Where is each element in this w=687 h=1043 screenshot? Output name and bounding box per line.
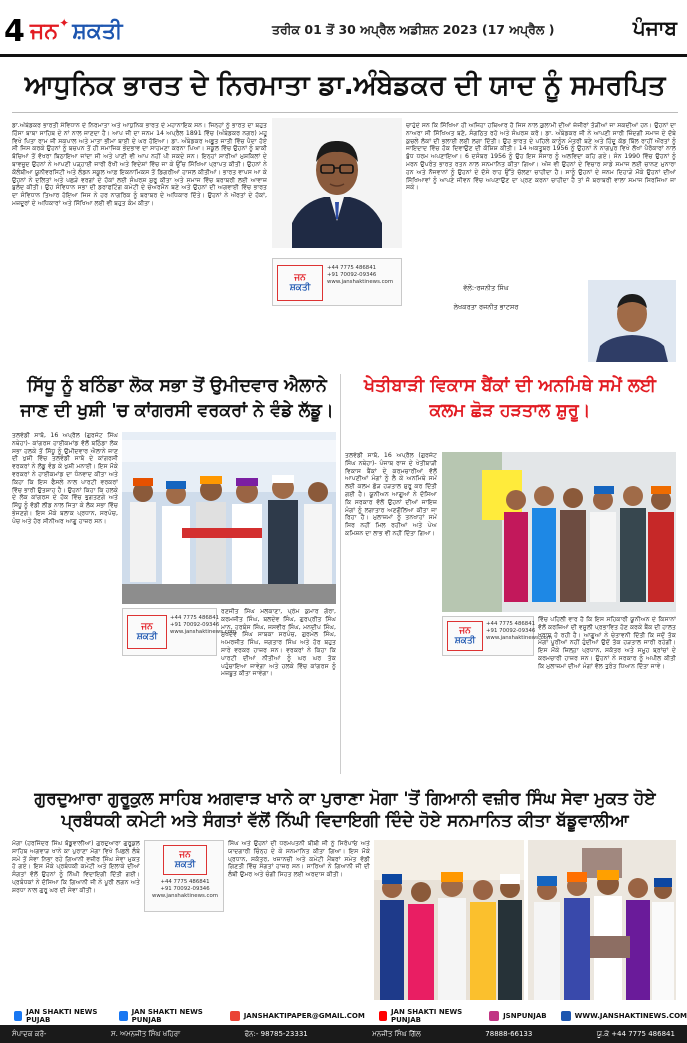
- ad-lines: [151, 879, 219, 900]
- footer-name-2: ਮਨਜੀਤ ਸਿੰਘ ਗਿੱਲ: [372, 1029, 421, 1038]
- ad-logo-part1: ਜਨ: [179, 850, 191, 860]
- story2-headline: ਸਿੱਧੂ ਨੂੰ ਬਠਿੰਡਾ ਲੋਕ ਸਭਾ ਤੋਂ ਉਮੀਦਵਾਰ ਐਲਾਨੇ ਜਾਣ ਦੀ ਖੁਸ਼ੀ 'ਚ ਕਾਂਗਰਸੀ ਵਰਕਰਾਂ ਨੇ ਵੰਡੇ ਲੱਡੂ।: [20, 376, 334, 421]
- ad-logo: [447, 621, 483, 651]
- footer-social-bar: [0, 1008, 687, 1023]
- story4-headline: ਗੁਰਦੁਆਰਾ ਗੁਰੂਕੁਲ ਸਾਹਿਬ ਅਗਵਾੜ ਖਾਨੇ ਕਾ ਪੁਰਾਣਾ ਮੋਗਾ 'ਤੋਂ ਗਿਆਨੀ ਵਜ਼ੀਰ ਸਿੰਘ ਸੇਵਾ ਮੁਕਤ ਹੋਏ ਪ੍ਰਬੰਧਕੀ ਕਮੇਟੀ ਅਤੇ ਸੰਗਤਾਂ ਵੱਲੋਂ ਨਿੱਘੀ ਵਿਦਾਇਗੀ ਦਿੰਦੇ ਹੋਏ ਸਨਮਾਨਿਤ ਕੀਤਾ ਬੱਡੂਵਾਲੀਆ: [34, 789, 656, 831]
- footer-email[interactable]: [230, 1011, 365, 1021]
- story4-photo-2: [528, 840, 676, 1000]
- footer-uk-phone: ਯੂ.ਕੇ +44 7775 486841: [596, 1029, 675, 1038]
- footer-editor-label: ਸੰਪਾਦਕ ਕਰੋ-: [12, 1029, 47, 1038]
- footer-facebook-2[interactable]: [119, 1008, 215, 1024]
- ad-site: www.janshaktinews.com: [151, 893, 219, 899]
- author-caption: ਲੇਖਕਰਤਾ ਰਜਨੀਤ ਭਾਟਸਰ: [453, 303, 519, 311]
- ad-logo-part2: ਸ਼ਕਤੀ: [136, 632, 158, 642]
- facebook-icon: [119, 1011, 127, 1021]
- page-number: 4: [4, 14, 25, 49]
- story3-text2-col: [538, 616, 676, 774]
- footer-phone-2: 78888-66133: [485, 1030, 533, 1038]
- author-photo-image: [588, 280, 676, 362]
- author-photo: [588, 280, 676, 362]
- ambedkar-portrait: [272, 118, 402, 248]
- masthead: [0, 0, 687, 58]
- ad-box-1: [272, 258, 402, 306]
- ad-phone1: +44 7775 486841: [170, 615, 220, 621]
- footer-email-label: JANSHAKTIPAPER@GMAIL.COM: [243, 1011, 365, 1020]
- story4-text2-col: [228, 840, 370, 1000]
- story4-text1b-col: [144, 918, 224, 1000]
- ad-logo-part2: ਸ਼ਕਤੀ: [289, 283, 311, 293]
- bank-strike-photo: [442, 452, 676, 612]
- story1-col2: [406, 122, 676, 272]
- ad-logo-part1: ਜਨ: [459, 626, 471, 636]
- story4-text2: ਸਿੰਘ ਅਤੇ ਉਹਨਾਂ ਦੀ ਧਰਮਪਤਨੀ ਬੀਬੀ ਜੀ ਨੂੰ ਸਿਰੋਪਾਓ ਅਤੇ ਯਾਦਗਾਰੀ ਚਿੰਨ੍ਹ ਦੇ ਕੇ ਸਨਮਾਨਿਤ ਕੀਤਾ ਗਿਆ। ਇਸ ਮੌਕੇ ਪ੍ਰਧਾਨ, ਸਕੱਤਰ, ਖਜ਼ਾਨਚੀ ਅਤੇ ਕਮੇਟੀ ਮੈਂਬਰਾਂ ਸਮੇਤ ਵੱਡੀ ਗਿਣਤੀ ਵਿੱਚ ਸੰਗਤਾਂ ਹਾਜ਼ਰ ਸਨ। ਸਾਰਿਆਂ ਨੇ ਗਿਆਨੀ ਜੀ ਦੀ ਲੰਬੀ ਉਮਰ ਅਤੇ ਚੰਗੀ ਸਿਹਤ ਲਈ ਅਰਦਾਸ ਕੀਤੀ।: [228, 840, 370, 879]
- story4-text1: ਮੋਗਾ (ਹਰਜਿੰਦਰ ਸਿੰਘ ਬੱਡੂਵਾਲੀਆ) ਗੁਰਦੁਆਰਾ ਗੁਰੂਕੁਲ ਸਾਹਿਬ ਅਗਵਾੜ ਖਾਨੇ ਕਾ ਪੁਰਾਣਾ ਮੋਗਾ ਵਿਖੇ ਪਿਛਲੇ ਲੰਬੇ ਸਮੇਂ ਤੋਂ ਸੇਵਾ ਨਿਭਾ ਰਹੇ ਗਿਆਨੀ ਵਜ਼ੀਰ ਸਿੰਘ ਸੇਵਾ ਮੁਕਤ ਹੋ ਗਏ। ਇਸ ਮੌਕੇ ਪ੍ਰਬੰਧਕੀ ਕਮੇਟੀ ਅਤੇ ਇਲਾਕੇ ਦੀਆਂ ਸੰਗਤਾਂ ਵੱਲੋਂ ਉਹਨਾਂ ਨੂੰ ਨਿੱਘੀ ਵਿਦਾਇਗੀ ਦਿੱਤੀ ਗਈ। ਪ੍ਰਬੰਧਕਾਂ ਨੇ ਦੱਸਿਆ ਕਿ ਗਿਆਨੀ ਜੀ ਨੇ ਪੂਰੀ ਲਗਨ ਅਤੇ ਸ਼ਰਧਾ ਨਾਲ ਗੁਰੂ ਘਰ ਦੀ ਸੇਵਾ ਕੀਤੀ।: [12, 840, 140, 894]
- logo-part2: ਸ਼ਕਤੀ: [72, 18, 123, 44]
- story1-col2-text: ਚਾਹੁੰਦੇ ਸਨ ਕਿ ਸਿੱਖਿਆ ਹੀ ਅਜਿਹਾ ਹਥਿਆਰ ਹੈ ਜਿਸ ਨਾਲ ਗ਼ੁਲਾਮੀ ਦੀਆਂ ਜ਼ੰਜੀਰਾਂ ਤੋੜੀਆਂ ਜਾ ਸਕਦੀਆਂ ਹਨ। ਉਹਨਾਂ ਦਾ ਨਾਅਰਾ ਸੀ ਸਿੱਖਿਅਤ ਬਣੋ, ਸੰਗਠਿਤ ਰਹੋ ਅਤੇ ਸੰਘਰਸ਼ ਕਰੋ। ਡਾ. ਅੰਬੇਡਕਰ ਜੀ ਨੇ ਆਪਣੀ ਸਾਰੀ ਜ਼ਿੰਦਗੀ ਸਮਾਜ ਦੇ ਦੱਬੇ ਕੁਚਲੇ ਲੋਕਾਂ ਦੀ ਭਲਾਈ ਲਈ ਲਗਾ ਦਿੱਤੀ। ਉਹ ਭਾਰਤ ਦੇ ਪਹਿਲੇ ਕਾਨੂੰਨ ਮੰਤਰੀ ਬਣੇ ਅਤੇ ਹਿੰਦੂ ਕੋਡ ਬਿੱਲ ਰਾਹੀਂ ਔਰਤਾਂ ਨੂੰ ਜਾਇਦਾਦ ਵਿੱਚ ਹੱਕ ਦਿਵਾਉਣ ਦੀ ਕੋਸ਼ਿਸ਼ ਕੀਤੀ। 14 ਅਕਤੂਬਰ 1956 ਨੂੰ ਉਹਨਾਂ ਨੇ ਨਾਗਪੁਰ ਵਿਖੇ ਲੱਖਾਂ ਪੈਰੋਕਾਰਾਂ ਨਾਲ ਬੁੱਧ ਧਰਮ ਅਪਣਾਇਆ। 6 ਦਸੰਬਰ 1956 ਨੂੰ ਉਹ ਇਸ ਸੰਸਾਰ ਨੂੰ ਅਲਵਿਦਾ ਕਹਿ ਗਏ। ਸੰਨ 1990 ਵਿੱਚ ਉਹਨਾਂ ਨੂੰ ਮਰਨ ਉਪਰੰਤ ਭਾਰਤ ਰਤਨ ਨਾਲ ਸਨਮਾਨਿਤ ਕੀਤਾ ਗਿਆ। ਅੱਜ ਵੀ ਉਹਨਾਂ ਦੇ ਵਿਚਾਰ ਸਾਡੇ ਸਮਾਜ ਲਈ ਚਾਨਣ ਮੁਨਾਰਾ ਹਨ ਅਤੇ ਨੌਜਵਾਨਾਂ ਨੂੰ ਉਹਨਾਂ ਦੇ ਦੱਸੇ ਰਾਹ ਉੱਤੇ ਚੱਲਣਾ ਚਾਹੀਦਾ ਹੈ। ਸਾਨੂੰ ਉਹਨਾਂ ਦੇ ਜਨਮ ਦਿਹਾੜੇ ਮੌਕੇ ਉਹਨਾਂ ਦੀਆਂ ਸਿੱਖਿਆਵਾਂ ਨੂੰ ਆਪਣੇ ਜੀਵਨ ਵਿੱਚ ਅਪਣਾਉਣ ਦਾ ਪ੍ਰਣ ਕਰਨਾ ਚਾਹੀਦਾ ਹੈ ਤਾਂ ਜੋ ਬਰਾਬਰੀ ਵਾਲਾ ਸਮਾਜ ਸਿਰਜਿਆ ਜਾ ਸਕੇ।: [406, 122, 676, 192]
- ceremony-photo-1: [374, 840, 524, 1000]
- ad-phone2: +91 70092-09346: [170, 622, 220, 628]
- ad-site: www.janshaktinews.com: [327, 279, 394, 285]
- byline-box: [406, 278, 566, 318]
- footer-web-label: WWW.JANSHAKTINEWS.COM: [574, 1011, 687, 1020]
- story4-text1-col: [12, 840, 140, 1000]
- ad-phone2: +91 70092-09346: [486, 628, 536, 634]
- ceremony-photo-2: [528, 840, 676, 1000]
- congress-workers-photo: [122, 432, 336, 604]
- facebook-icon: [14, 1011, 22, 1021]
- story2-text1-col: [12, 432, 118, 774]
- ad-site: www.janshaktinews.com: [486, 635, 553, 641]
- youtube-icon: [379, 1011, 387, 1021]
- ad-box-4: [144, 840, 224, 912]
- footer-contact-bar: [0, 1025, 687, 1043]
- ad-logo: [163, 845, 207, 875]
- footer-ig-label: JSNPUNJAB: [503, 1011, 547, 1020]
- ad-logo: [127, 615, 167, 649]
- story3-text2: ਵਿੱਚ ਪਹਿਲੀ ਵਾਰ ਹੈ ਕਿ ਇਸ ਸਹਿਕਾਰੀ ਯੂਨੀਅਨ ਦੇ ਕਿਸਾਨਾਂ ਵੱਲੋਂ ਕਰਜ਼ਿਆਂ ਦੀ ਵਸੂਲੀ ਪ੍ਰਭਾਵਿਤ ਹੋਣ ਕਰਕੇ ਬੈਂਕ ਦੀ ਹਾਲਤ ਖਰਾਬ ਹੋ ਰਹੀ ਹੈ। ਆਗੂਆਂ ਨੇ ਚੇਤਾਵਨੀ ਦਿੱਤੀ ਕਿ ਜਦੋਂ ਤੱਕ ਮੰਗਾਂ ਪੂਰੀਆਂ ਨਹੀਂ ਹੁੰਦੀਆਂ ਉਦੋਂ ਤੱਕ ਹੜਤਾਲ ਜਾਰੀ ਰਹੇਗੀ। ਇਸ ਮੌਕੇ ਜ਼ਿਲ੍ਹਾ ਪ੍ਰਧਾਨ, ਸਕੱਤਰ ਅਤੇ ਸਮੂਹ ਬ੍ਰਾਂਚਾਂ ਦੇ ਕਰਮਚਾਰੀ ਹਾਜ਼ਰ ਸਨ। ਉਹਨਾਂ ਨੇ ਸਰਕਾਰ ਨੂੰ ਅਪੀਲ ਕੀਤੀ ਕਿ ਮੁਲਾਜ਼ਮਾਂ ਦੀਆਂ ਮੰਗਾਂ ਵੱਲ ਤੁਰੰਤ ਧਿਆਨ ਦਿੱਤਾ ਜਾਵੇ।: [538, 616, 676, 670]
- masthead-rule: [0, 54, 687, 57]
- story2-photo: [122, 432, 336, 604]
- story3-text1-col: [345, 452, 437, 774]
- byline: ਵੱਲੋਂ:-ਰਜਨੀਤ ਸਿੰਘ: [463, 284, 509, 292]
- story1-rule: [12, 112, 678, 113]
- footer: [0, 1008, 687, 1043]
- ad-lines: [327, 265, 393, 286]
- logo: [30, 16, 123, 46]
- logo-star-icon: ✦: [59, 16, 70, 30]
- story4-photo-1: [374, 840, 524, 1000]
- ad-phone1: +44 7775 486841: [160, 879, 210, 885]
- footer-instagram[interactable]: [489, 1011, 547, 1021]
- story3-text1: ਤਲਵੰਡੀ ਸਾਬੋ, 16 ਅਪ੍ਰੈਲ (ਗੁਰਜੰਟ ਸਿੰਘ ਨਥੇਹਾ)- ਪੰਜਾਬ ਰਾਜ ਦੇ ਖੇਤੀਬਾੜੀ ਵਿਕਾਸ ਬੈਂਕਾਂ ਦੇ ਕਰਮਚਾਰੀਆਂ ਵੱਲੋਂ ਆਪਣੀਆਂ ਮੰਗਾਂ ਨੂੰ ਲੈ ਕੇ ਅਨਮਿਥੇ ਸਮੇਂ ਲਈ ਕਲਮ ਛੋੜ ਹੜਤਾਲ ਸ਼ੁਰੂ ਕਰ ਦਿੱਤੀ ਗਈ ਹੈ। ਯੂਨੀਅਨ ਆਗੂਆਂ ਨੇ ਦੱਸਿਆ ਕਿ ਸਰਕਾਰ ਵੱਲੋਂ ਉਹਨਾਂ ਦੀਆਂ ਜਾਇਜ਼ ਮੰਗਾਂ ਨੂੰ ਲਗਾਤਾਰ ਅਣਗੌਲਿਆ ਕੀਤਾ ਜਾ ਰਿਹਾ ਹੈ। ਮੁਲਾਜ਼ਮਾਂ ਨੂੰ ਤਨਖਾਹਾਂ ਸਮੇਂ ਸਿਰ ਨਹੀਂ ਮਿਲ ਰਹੀਆਂ ਅਤੇ ਪੇਅ ਕਮਿਸ਼ਨ ਦਾ ਲਾਭ ਵੀ ਨਹੀਂ ਦਿੱਤਾ ਗਿਆ।: [345, 452, 437, 537]
- ad-phone2: +91 70092-09346: [327, 272, 377, 278]
- instagram-icon: [489, 1011, 499, 1021]
- ad-phone1: +44 7775 486841: [327, 265, 377, 271]
- footer-website[interactable]: [561, 1011, 687, 1021]
- story2-text2-col: [221, 608, 336, 774]
- ad-logo-part2: ਸ਼ਕਤੀ: [454, 636, 476, 646]
- story1-col1: [12, 122, 267, 362]
- logo-part1: ਜਨ: [30, 18, 59, 44]
- column-divider: [340, 374, 341, 774]
- ad-logo-part1: ਜਨ: [141, 622, 153, 632]
- footer-youtube[interactable]: [379, 1008, 475, 1024]
- issue-date: ਤਰੀਕ 01 ਤੋਂ 30 ਅਪ੍ਰੈਲ ਅਡੀਸ਼ਨ 2023 (17 ਅਪ੍ਰੈਲ ): [272, 22, 555, 37]
- ad-box-2: [122, 608, 237, 656]
- globe-icon: [561, 1011, 571, 1021]
- ad-logo: [277, 265, 323, 301]
- story1-col1-text: ਡਾ.ਅੰਬੇਡਕਰ ਭਾਰਤੀ ਸੰਵਿਧਾਨ ਦੇ ਨਿਰਮਾਤਾ ਅਤੇ ਆਧੁਨਿਕ ਭਾਰਤ ਦੇ ਮਹਾਨਾਇਕ ਸਨ। ਜਿਨ੍ਹਾਂ ਨੂੰ ਭਾਰਤ ਦਾ ਬਹੁਤ ਹਿੱਸਾ ਬਾਬਾ ਸਾਹਿਬ ਦੇ ਨਾਂ ਨਾਲ ਜਾਣਦਾ ਹੈ। ਆਪ ਜੀ ਦਾ ਜਨਮ 14 ਅਪ੍ਰੈਲ 1891 ਵਿੱਚ (ਅੰਬੇਡਕਰ ਨਗਰ) ਮਹੂ ਵਿਖੇ ਪਿਤਾ ਰਾਮ ਜੀ ਸਕਪਾਲ ਅਤੇ ਮਾਤਾ ਭੀਮਾ ਬਾਈ ਦੇ ਘਰ ਹੋਇਆ। ਡਾ. ਅੰਬੇਡਕਰ ਅਛੂਤ ਜਾਤੀ ਵਿੱਚ ਪੈਦਾ ਹੋਏ ਸੀ ਜਿਸ ਕਰਕੇ ਉਹਨਾਂ ਨੂੰ ਬਚਪਨ ਤੋਂ ਹੀ ਸਮਾਜਿਕ ਭੇਦਭਾਵ ਦਾ ਸਾਹਮਣਾ ਕਰਨਾ ਪਿਆ। ਸਕੂਲ ਵਿੱਚ ਉਹਨਾਂ ਨੂੰ ਬਾਕੀ ਬੱਚਿਆਂ ਤੋਂ ਵੱਖਰਾ ਬਿਠਾਇਆ ਜਾਂਦਾ ਸੀ ਅਤੇ ਪਾਣੀ ਵੀ ਆਪ ਨਹੀਂ ਪੀ ਸਕਦੇ ਸਨ। ਇਨ੍ਹਾਂ ਸਾਰੀਆਂ ਮੁਸ਼ਕਿਲਾਂ ਦੇ ਬਾਵਜੂਦ ਉਹਨਾਂ ਨੇ ਆਪਣੀ ਪੜ੍ਹਾਈ ਜਾਰੀ ਰੱਖੀ ਅਤੇ ਵਿਦੇਸ਼ਾਂ ਵਿੱਚ ਜਾ ਕੇ ਉੱਚ ਸਿੱਖਿਆ ਪ੍ਰਾਪਤ ਕੀਤੀ। ਉਹਨਾਂ ਨੇ ਕੋਲੰਬੀਆ ਯੂਨੀਵਰਸਿਟੀ ਅਤੇ ਲੰਡਨ ਸਕੂਲ ਆਫ਼ ਇਕਨਾਮਿਕਸ ਤੋਂ ਡਿਗਰੀਆਂ ਹਾਸਲ ਕੀਤੀਆਂ। ਭਾਰਤ ਵਾਪਸ ਆ ਕੇ ਉਹਨਾਂ ਨੇ ਦਲਿਤਾਂ ਅਤੇ ਪਛੜੇ ਵਰਗਾਂ ਦੇ ਹੱਕਾਂ ਲਈ ਸੰਘਰਸ਼ ਸ਼ੁਰੂ ਕੀਤਾ ਅਤੇ ਸਮਾਜ ਵਿੱਚ ਬਰਾਬਰੀ ਲਈ ਆਵਾਜ਼ ਬੁਲੰਦ ਕੀਤੀ। ਉਹ ਸੰਵਿਧਾਨ ਸਭਾ ਦੀ ਡਰਾਫਟਿੰਗ ਕਮੇਟੀ ਦੇ ਚੇਅਰਮੈਨ ਬਣੇ ਅਤੇ ਉਹਨਾਂ ਦੀ ਅਗਵਾਈ ਵਿੱਚ ਭਾਰਤ ਦਾ ਸੰਵਿਧਾਨ ਤਿਆਰ ਹੋਇਆ ਜਿਸ ਨੇ ਹਰ ਨਾਗਰਿਕ ਨੂੰ ਬਰਾਬਰ ਦੇ ਅਧਿਕਾਰ ਦਿੱਤੇ। ਉਹਨਾਂ ਨੇ ਔਰਤਾਂ ਦੇ ਹੱਕਾਂ, ਮਜ਼ਦੂਰਾਂ ਦੇ ਅਧਿਕਾਰਾਂ ਅਤੇ ਸਿੱਖਿਆ ਲਈ ਵੀ ਬਹੁਤ ਕੰਮ ਕੀਤਾ।: [12, 122, 267, 207]
- email-icon: [230, 1011, 240, 1021]
- footer-editor-name: ਸ. ਅਮਨਜੀਤ ਸਿੰਘ ਖਹਿਰਾ: [110, 1029, 181, 1038]
- section-name: ਪੰਜਾਬ: [632, 16, 677, 40]
- footer-phone: ਫੋਨ:- 98785-23331: [244, 1029, 308, 1038]
- story3-photo: [442, 452, 676, 612]
- story2-text2: ਰਣਜੀਤ ਸਿੰਘ ਮਲਕਾਣਾ, ਪ੍ਰੇਮ ਕੁਮਾਰ ਗੋਰਾ, ਕਰਮਜੀਤ ਸਿੰਘ, ਬਲਦੇਵ ਸਿੰਘ, ਗੁਰਪ੍ਰੀਤ ਸਿੰਘ ਮਾਨ, ਹਰਬੰਸ ਸਿੰਘ, ਜਸਵੀਰ ਸਿੰਘ, ਮਨਦੀਪ ਸਿੰਘ, ਸੁਖਦੇਵ ਸਿੰਘ ਸਾਬਕਾ ਸਰਪੰਚ, ਗੁਰਮੇਲ ਸਿੰਘ, ਅਮਰਜੀਤ ਸਿੰਘ, ਜਗਤਾਰ ਸਿੰਘ ਅਤੇ ਹੋਰ ਬਹੁਤ ਸਾਰੇ ਵਰਕਰ ਹਾਜ਼ਰ ਸਨ। ਵਰਕਰਾਂ ਨੇ ਕਿਹਾ ਕਿ ਪਾਰਟੀ ਦੀਆਂ ਨੀਤੀਆਂ ਨੂੰ ਘਰ ਘਰ ਤੱਕ ਪਹੁੰਚਾਇਆ ਜਾਵੇਗਾ ਅਤੇ ਹਲਕੇ ਵਿੱਚ ਕਾਂਗਰਸ ਨੂੰ ਮਜ਼ਬੂਤ ਕੀਤਾ ਜਾਵੇਗਾ।: [221, 608, 336, 678]
- ad-logo-part1: ਜਨ: [294, 273, 306, 283]
- story3-headline: ਖੇਤੀਬਾੜੀ ਵਿਕਾਸ ਬੈਂਕਾਂ ਦੀ ਅਨਮਿਥੇ ਸਮੇਂ ਲਈ ਕਲਮ ਛੋੜ ਹੜਤਾਲ ਸ਼ੁਰੂ।: [363, 376, 657, 421]
- footer-yt-label: JAN SHAKTI NEWS PUNJAB: [390, 1007, 463, 1024]
- story1-headline: ਆਧੁਨਿਕ ਭਾਰਤ ਦੇ ਨਿਰਮਾਤਾ ਡਾ.ਅੰਬੇਡਕਰ ਦੀ ਯਾਦ ਨੂੰ ਸਮਰਪਿਤ: [24, 70, 666, 101]
- footer-fb1-label: JAN SHAKTI NEWS PUJAB: [26, 1007, 98, 1024]
- portrait-image: [272, 118, 402, 248]
- ad-site: www.janshaktinews.com: [170, 629, 237, 635]
- ad-logo-part2: ਸ਼ਕਤੀ: [174, 860, 196, 870]
- footer-fb2-label: JAN SHAKTI NEWS PUNJAB: [131, 1007, 203, 1024]
- ad-phone2: +91 70092-09346: [160, 886, 210, 892]
- footer-facebook-1[interactable]: [14, 1008, 105, 1024]
- ad-box-3: [442, 616, 553, 656]
- ad-phone1: +44 7775 486841: [486, 621, 536, 627]
- story2-text1: ਤਲਵੰਡੀ ਸਾਬੋ, 16 ਅਪ੍ਰੈਲ (ਗੁਰਜੰਟ ਸਿੰਘ ਨਥੇਹਾ)- ਕਾਂਗਰਸ ਹਾਈਕਮਾਂਡ ਵੱਲੋਂ ਬਠਿੰਡਾ ਲੋਕ ਸਭਾ ਹਲਕੇ ਤੋਂ ਸਿੱਧੂ ਨੂੰ ਉਮੀਦਵਾਰ ਐਲਾਨੇ ਜਾਣ ਦੀ ਖੁਸ਼ੀ ਵਿੱਚ ਤਲਵੰਡੀ ਸਾਬੋ ਦੇ ਕਾਂਗਰਸੀ ਵਰਕਰਾਂ ਨੇ ਲੱਡੂ ਵੰਡ ਕੇ ਖੁਸ਼ੀ ਮਨਾਈ। ਇਸ ਮੌਕੇ ਵਰਕਰਾਂ ਨੇ ਹਾਈਕਮਾਂਡ ਦਾ ਧੰਨਵਾਦ ਕੀਤਾ ਅਤੇ ਕਿਹਾ ਕਿ ਇਸ ਫੈਸਲੇ ਨਾਲ ਪਾਰਟੀ ਵਰਕਰਾਂ ਵਿੱਚ ਭਾਰੀ ਉਤਸ਼ਾਹ ਹੈ। ਉਹਨਾਂ ਕਿਹਾ ਕਿ ਹਲਕੇ ਦੇ ਲੋਕ ਕਾਂਗਰਸ ਦੇ ਹੱਕ ਵਿੱਚ ਭੁਗਤਣਗੇ ਅਤੇ ਸਿੱਧੂ ਨੂੰ ਵੱਡੀ ਲੀਡ ਨਾਲ ਜਿਤਾ ਕੇ ਲੋਕ ਸਭਾ ਵਿੱਚ ਭੇਜਣਗੇ। ਇਸ ਮੌਕੇ ਬਲਾਕ ਪ੍ਰਧਾਨ, ਸਰਪੰਚ, ਪੰਚ ਅਤੇ ਹੋਰ ਸੀਨੀਅਰ ਆਗੂ ਹਾਜ਼ਰ ਸਨ।: [12, 432, 118, 525]
